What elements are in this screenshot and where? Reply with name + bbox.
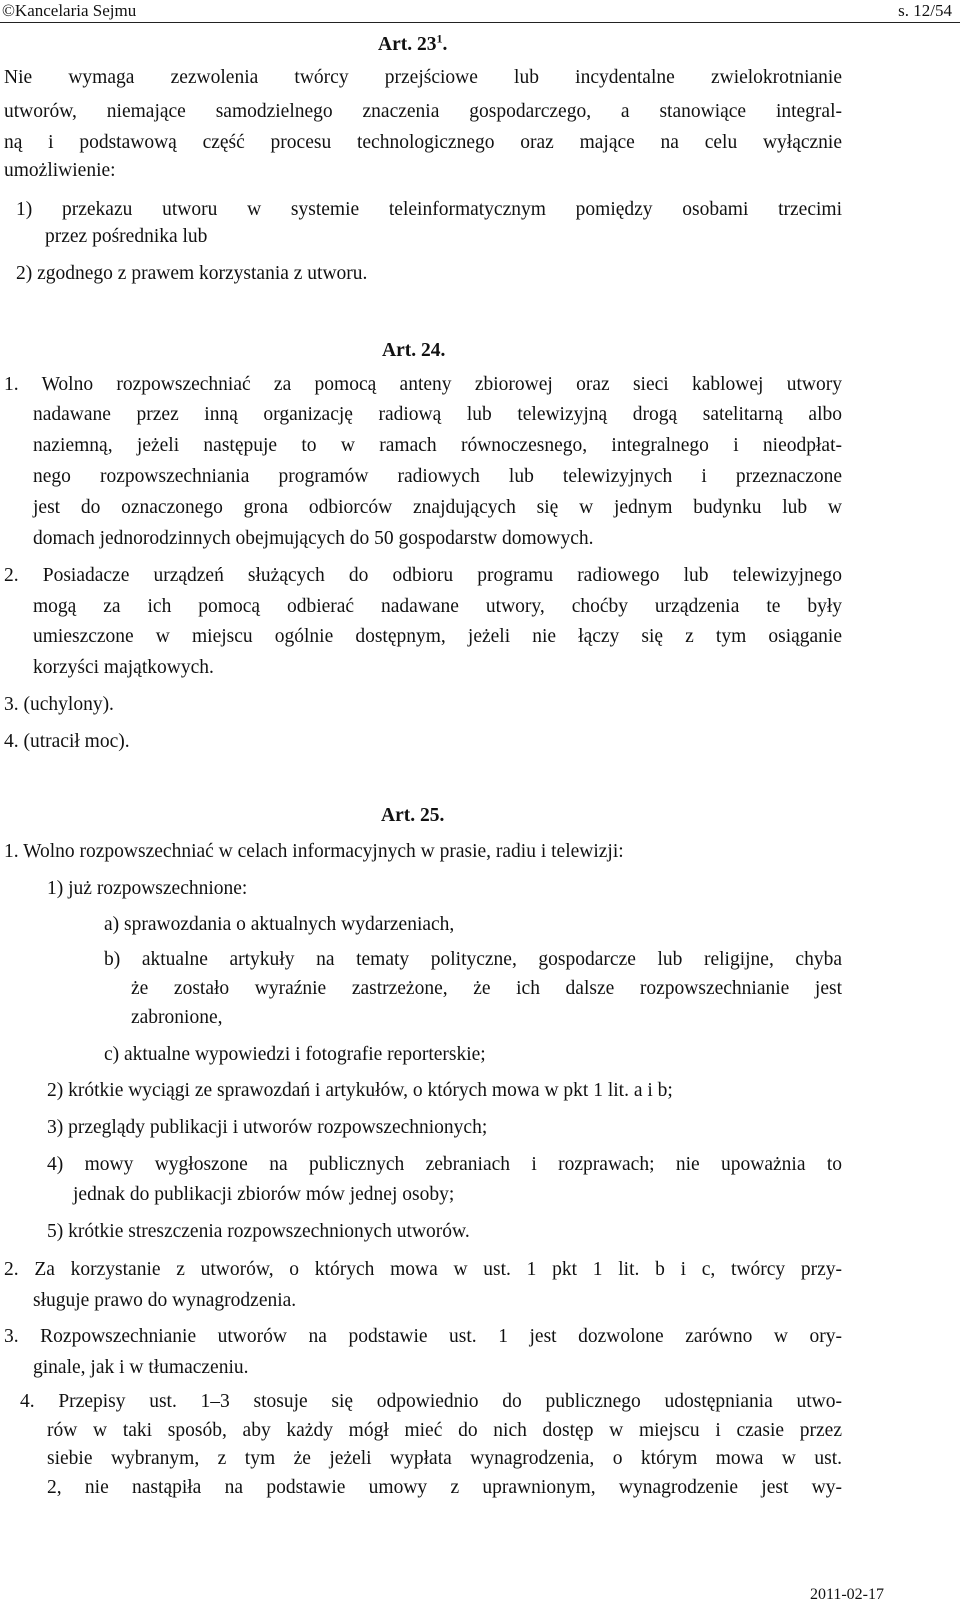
art24-ust1-line-6: domach jednorodzinnych obejmujących do 50 gospodarstw domowych. xyxy=(33,528,594,549)
art25-point-5: 5) krótkie streszczenia rozpowszechnionych utworów. xyxy=(47,1221,470,1242)
header-source: ©Kancelaria Sejmu xyxy=(2,1,137,20)
art23-item-1-line-1: 1) przekazu utworu w systemie teleinformatycznym pomiędzy osobami trzecimi xyxy=(16,199,842,220)
art24-ust2-line-4: korzyści majątkowych. xyxy=(33,657,214,678)
art25-letter-b-line-3: zabronione, xyxy=(131,1007,223,1028)
header-page-number: s. 12/54 xyxy=(898,1,952,20)
art23-intro-line-1: Nie wymaga zezwolenia twórcy przejściowe lub incydentalne zwielokrotnianie xyxy=(4,67,842,88)
art25-ust4-line-4: 2, nie nastąpiła na podstawie umowy z uprawnionym, wynagrodzenie jest wy- xyxy=(47,1477,842,1498)
art25-ust4-line-2: rów w taki sposób, aby każdy mógł mieć do nich dostęp w miejscu i czasie przez xyxy=(47,1420,842,1441)
art25-letter-b-line-1: b) aktualne artykuły na tematy polityczne, gospodarcze lub religijne, chyba xyxy=(104,949,842,970)
art25-ust4-line-1: 4. Przepisy ust. 1–3 stosuje się odpowiednio do publicznego udostępniania utwo- xyxy=(20,1391,842,1412)
art24-ust2-line-3: umieszczone w miejscu ogólnie dostępnym, jeżeli nie łączy się z tym osiąganie xyxy=(33,626,842,647)
footer-date: 2011-02-17 xyxy=(809,1586,884,1603)
art24-ust1-line-1: 1. Wolno rozpowszechniać za pomocą anteny zbiorowej oraz sieci kablowej utwory xyxy=(4,374,842,395)
art23-item-2: 2) zgodnego z prawem korzystania z utworu. xyxy=(16,263,368,284)
article-heading-25: Art. 25. xyxy=(381,805,445,826)
art25-point-2: 2) krótkie wyciągi ze sprawozdań i artykułów, o których mowa w pkt 1 lit. a i b; xyxy=(47,1080,673,1101)
art24-ust2-line-2: mogą za ich pomocą odbierać nadawane utwory, choćby urządzenia te były xyxy=(33,596,842,617)
art25-ust1: 1. Wolno rozpowszechniać w celach informacyjnych w prasie, radiu i telewizji: xyxy=(4,841,624,862)
art24-ust4: 4. (utracił moc). xyxy=(4,731,130,752)
art25-point-4-line-2: jednak do publikacji zbiorów mów jednej osoby; xyxy=(73,1184,455,1205)
art23-intro-line-4: umożliwienie: xyxy=(4,160,116,181)
art25-letter-c: c) aktualne wypowiedzi i fotografie reporterskie; xyxy=(104,1044,486,1065)
art25-letter-a: a) sprawozdania o aktualnych wydarzeniach, xyxy=(104,914,455,935)
art24-ust2-line-1: 2. Posiadacze urządzeń służących do odbioru programu radiowego lub telewizyjnego xyxy=(4,565,842,586)
art24-ust1-line-3: naziemną, jeżeli następuje to w ramach równoczesnego, integralnego i nieodpłat- xyxy=(33,435,842,456)
art25-ust3-line-2: ginale, jak i w tłumaczeniu. xyxy=(33,1357,249,1378)
art24-ust1-line-4: nego rozpowszechniania programów radiowych lub telewizyjnych i przeznaczone xyxy=(33,466,842,487)
art25-ust4-line-3: siebie wybranym, z tym że jeżeli wypłata wynagrodzenia, o którym mowa w ust. xyxy=(47,1448,842,1469)
art23-intro-line-2: utworów, niemające samodzielnego znaczenia gospodarczego, a stanowiące integral- xyxy=(4,101,842,122)
art25-point-4-line-1: 4) mowy wygłoszone na publicznych zebraniach i rozprawach; nie upoważnia to xyxy=(47,1154,842,1175)
art25-ust2-line-2: sługuje prawo do wynagrodzenia. xyxy=(33,1290,297,1311)
art25-letter-b-line-2: że zostało wyraźnie zastrzeżone, że ich dalsze rozpowszechnianie jest xyxy=(131,978,842,999)
art25-point-1: 1) już rozpowszechnione: xyxy=(47,878,248,899)
art23-item-1-line-2: przez pośrednika lub xyxy=(45,226,208,247)
page-header xyxy=(0,0,960,23)
art24-ust1-line-2: nadawane przez inną organizację radiową lub telewizyjną drogą satelitarną albo xyxy=(33,404,842,425)
art25-ust2-line-1: 2. Za korzystanie z utworów, o których mowa w ust. 1 pkt 1 lit. b i c, twórcy przy- xyxy=(4,1259,842,1280)
art24-ust3: 3. (uchylony). xyxy=(4,694,114,715)
article-heading-23-1: Art. $23^1$. xyxy=(378,31,448,55)
article-heading-24: Art. 24. xyxy=(382,340,446,361)
art23-intro-line-3: ną i podstawową część procesu technologicznego oraz mające na celu wyłącznie xyxy=(4,132,842,153)
art24-ust1-line-5: jest do oznaczonego grona odbiorców znajdujących się w jednym budynku lub w xyxy=(33,497,842,518)
art25-ust3-line-1: 3. Rozpowszechnianie utworów na podstawie ust. 1 jest dozwolone zarówno w ory- xyxy=(4,1326,842,1347)
art25-point-3: 3) przeglądy publikacji i utworów rozpowszechnionych; xyxy=(47,1117,488,1138)
